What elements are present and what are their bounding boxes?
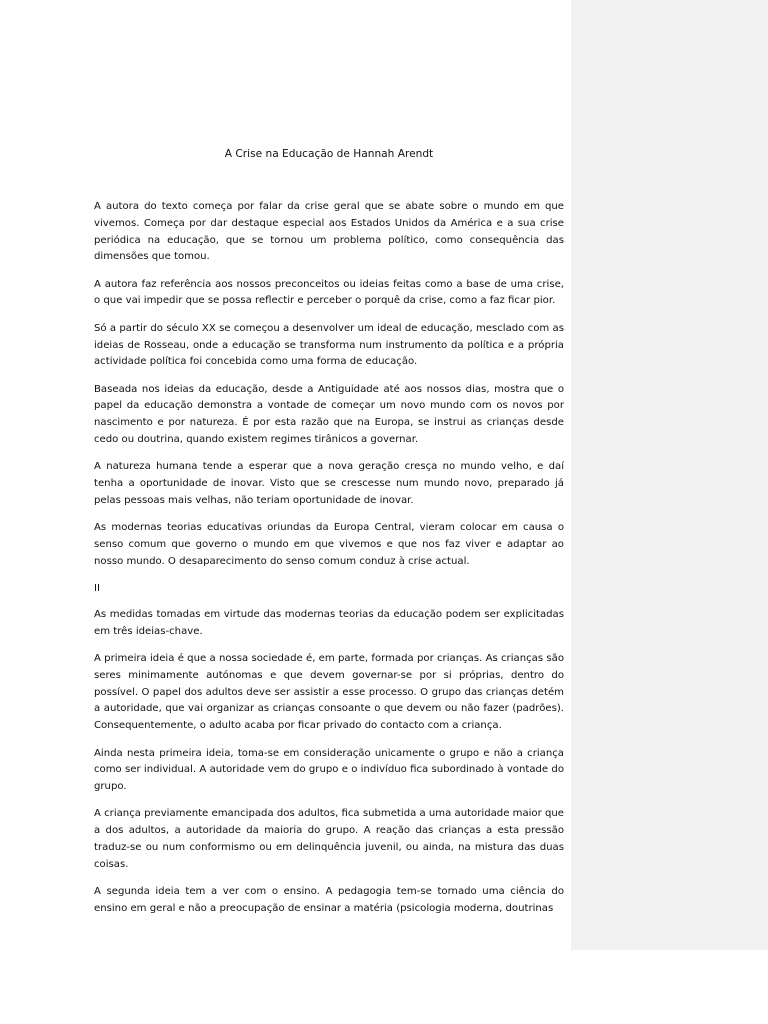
paragraph: As medidas tomadas em virtude das modernas teorias da educação podem ser explicitadas em três ideias-chave. (94, 608, 564, 637)
section-heading: II (94, 583, 100, 595)
paragraph: As modernas teorias educativas oriundas da Europa Central, vieram colocar em causa o senso comum que governo o mundo em que vivemos e que nos faz viver e adaptar ao nosso mundo. O desaparecimento do senso comum conduz à crise actual. (94, 522, 564, 567)
paragraph: Baseada nos ideias da educação, desde a Antiguidade até aos nossos dias, mostra que o papel da educação demonstra a vontade de começar um novo mundo com os novos por nascimento e por natureza. É por esta razão que na Europa, se instrui as crianças desde cedo ou doutrina, quando existem regimes tirânicos a governar. (94, 383, 564, 446)
paragraph: A criança previamente emancipada dos adultos, fica submetida a uma autoridade maior que a dos adultos, a autoridade da maioria do grupo. A reação das crianças a esta pressão traduz-se ou num conformismo ou em delinquência juvenil, ou ainda, na mistura das duas coisas. (94, 808, 564, 870)
document-body (94, 199, 564, 928)
paragraph: A autora faz referência aos nossos preconceitos ou ideias feitas como a base de uma crise, o que vai impedir que se possa reflectir e perceber o porquê da crise, como a faz ficar pior. (94, 278, 564, 307)
paragraph: A segunda ideia tem a ver com o ensino. A pedagogia tem-se tornado uma ciência do ensino em geral e não a preocupação de ensinar a matéria (psicologia moderna, doutrinas (94, 886, 564, 914)
comment-margin-pane (571, 0, 768, 950)
document-title: A Crise na Educação de Hannah Arendt (224, 148, 434, 160)
paragraph: Ainda nesta primeira ideia, toma-se em consideração unicamente o grupo e não a criança como ser individual. A autoridade vem do grupo e o indivíduo fica subordinado à vontade do grupo. (94, 747, 564, 793)
paragraph: Só a partir do século XX se começou a desenvolver um ideal de educação, mesclado com as ideias de Rosseau, onde a educação se transforma num instrumento da política e a própria actividade política foi concebida como uma forma de educação. (94, 322, 564, 368)
paragraph: A natureza humana tende a esperar que a nova geração cresça no mundo velho, e daí tenha a oportunidade de inovar. Visto que se crescesse num mundo novo, preparado já pelas pessoas mais velhas, não teriam oportunidade de inovar. (94, 461, 564, 506)
paragraph: A primeira ideia é que a nossa sociedade é, em parte, formada por crianças. As crianças são seres minimamente autónomas e que devem governar-se por si próprias, dentro do possível. O papel dos adultos deve ser assistir a esse processo. O grupo das crianças detém a autoridade, que vai organizar as crianças consoante o que devem ou não fazer (padrões). Consequentemente, o adulto acaba por ficar privado do contacto com a criança. (94, 653, 564, 732)
paragraph: A autora do texto começa por falar da crise geral que se abate sobre o mundo em que vivemos. Começa por dar destaque especial aos Estados Unidos da América e a sua crise periódica na educação, que se tornou um problema político, como consequência das dimensões que tomou. (94, 201, 564, 263)
